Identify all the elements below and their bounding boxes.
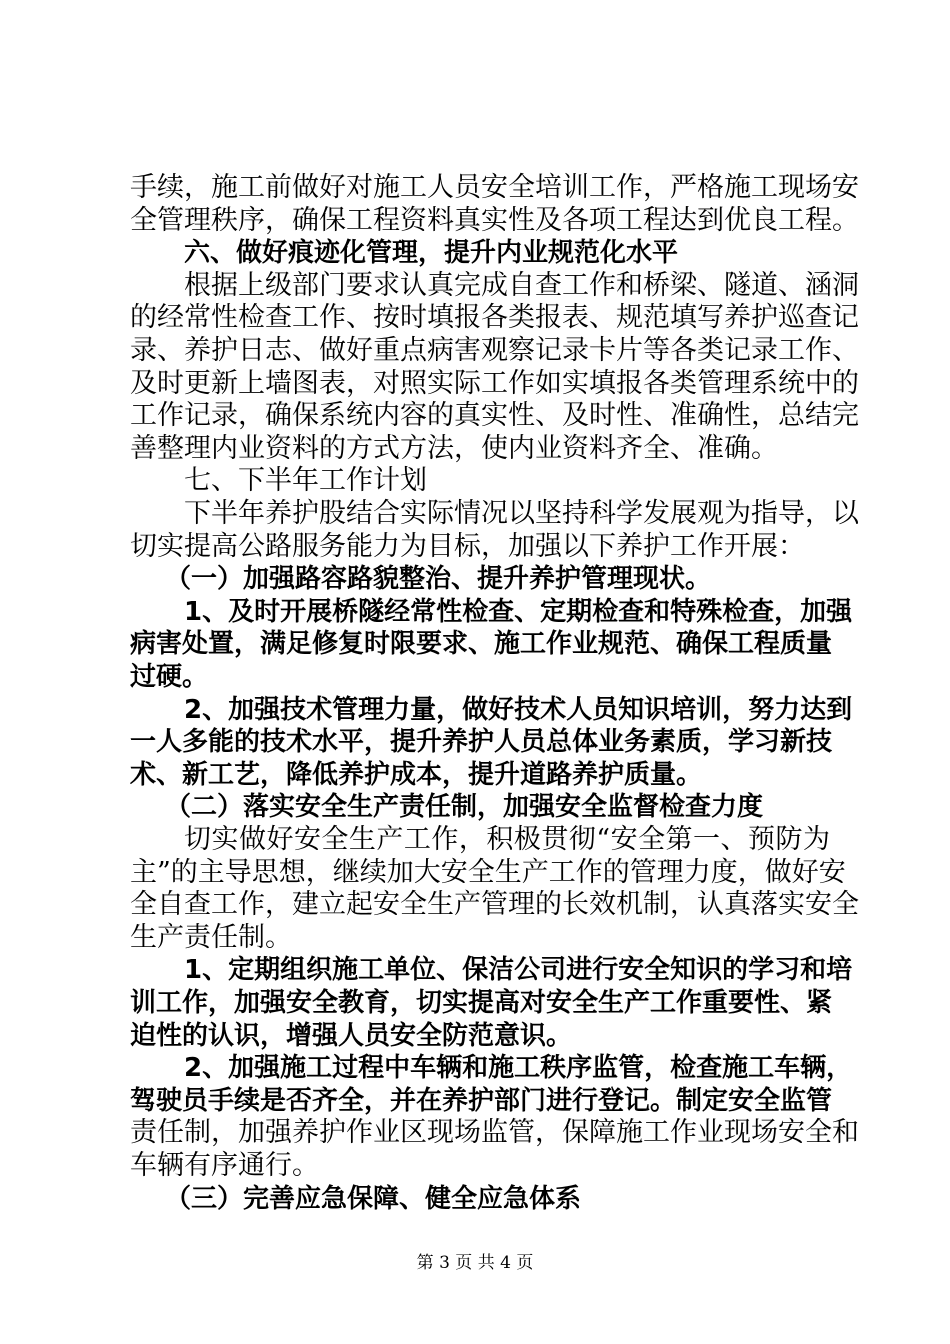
text-line: 根据上级部门要求认真完成自查工作和桥梁、隧道、涵洞 [184, 269, 859, 301]
text-line: 生产责任制。 [130, 921, 292, 953]
text-line: 及时更新上墙图表，对照实际工作如实填报各类管理系统中的 [130, 367, 859, 399]
section-heading: 七、下半年工作计划 [184, 465, 427, 497]
text-line: 术、新工艺，降低养护成本，提升道路养护质量。 [130, 759, 703, 790]
section-heading: 六、做好痕迹化管理，提升内业规范化水平 [184, 238, 679, 269]
text-line: 下半年养护股结合实际情况以坚持科学发展观为指导，以 [184, 498, 859, 529]
text-line: 车辆有序通行。 [130, 1150, 319, 1181]
text-line: 工作记录，确保系统内容的真实性、及时性、准确性，总结完 [130, 400, 859, 432]
text-line: 主”的主导思想，继续加大安全生产工作的管理力度，做好安 [130, 856, 846, 888]
text-line: 切实提高公路服务能力为目标，加强以下养护工作开展： [130, 530, 805, 562]
text-line: 训工作，加强安全教育，切实提高对安全生产工作重要性、紧 [130, 988, 833, 1018]
text-line: 善整理内业资料的方式方法，使内业资料齐全、准确。 [130, 432, 778, 464]
text-line: 2、加强技术管理力量，做好技术人员知识培训，努力达到 [184, 694, 853, 725]
page-number-footer: 第 3 页 共 4 页 [416, 1253, 534, 1273]
text-line: 1、及时开展桥隧经常性检查、定期检查和特殊检查，加强 [184, 596, 853, 627]
text-line: 的经常性检查工作、按时填报各类报表、规范填写养护巡查记 [130, 302, 859, 334]
subsection-heading: （三）完善应急保障、健全应急体系 [165, 1183, 582, 1214]
text-line: 过硬。 [130, 662, 209, 692]
text-line: 驾驶员手续是否齐全，并在养护部门进行登记。制定安全监管 [130, 1085, 833, 1116]
text-line: 迫性的认识，增强人员安全防范意识。 [130, 1020, 573, 1051]
text-line: 手续，施工前做好对施工人员安全培训工作，严格施工现场安 [130, 172, 859, 203]
text-line: 全自查工作，建立起安全生产管理的长效机制，认真落实安全 [130, 889, 859, 921]
text-line: 一人多能的技术水平，提升养护人员总体业务素质，学习新技 [130, 727, 833, 758]
text-line: 切实做好安全生产工作，积极贯彻“安全第一、预防为 [184, 824, 830, 855]
text-line: 责任制，加强养护作业区现场监管，保障施工作业现场安全和 [130, 1117, 859, 1149]
subsection-heading: （一）加强路容路貌整治、提升养护管理现状。 [165, 564, 712, 595]
text-line: 病害处置，满足修复时限要求、施工作业规范、确保工程质量 [130, 629, 833, 660]
text-line: 录、养护日志、做好重点病害观察记录卡片等各类记录工作、 [130, 335, 859, 366]
text-line: 全管理秩序，确保工程资料真实性及各项工程达到优良工程。 [130, 204, 859, 236]
subsection-heading: （二）落实安全生产责任制，加强安全监督检查力度 [165, 792, 764, 823]
text-line: 2、加强施工过程中车辆和施工秩序监管，检查施工车辆， [184, 1053, 853, 1084]
text-line: 1、定期组织施工单位、保洁公司进行安全知识的学习和培 [184, 955, 853, 986]
